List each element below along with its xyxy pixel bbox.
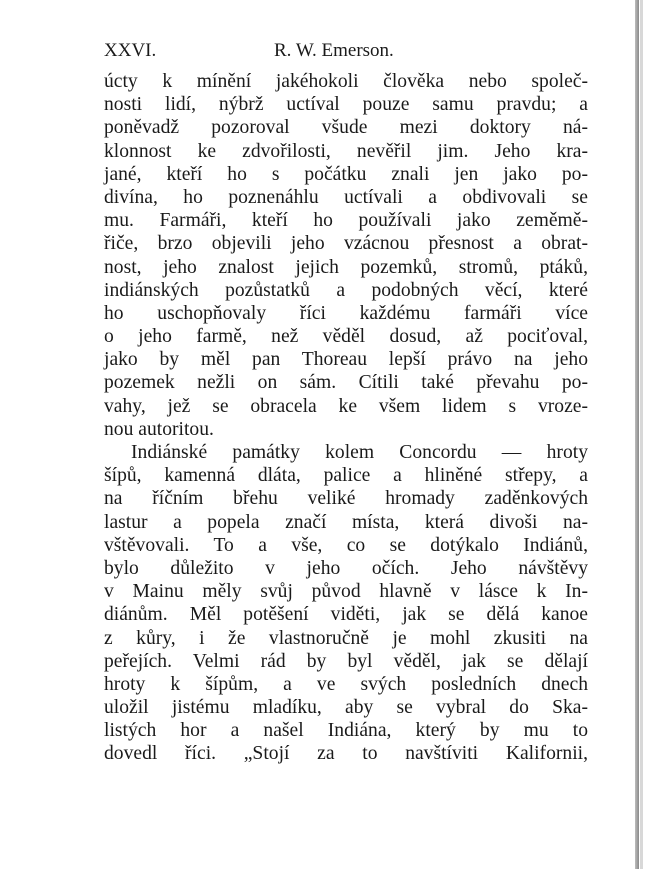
text-line: ho uschopňovaly říci každému farmáři více <box>104 302 588 324</box>
body-text <box>104 70 588 766</box>
text-line: na říčním břehu veliké hromady zaděnkových <box>104 488 588 510</box>
text-line: uložil jistému mladíku, aby se vybral do Ska- <box>104 697 588 719</box>
text-line: pozemek nežli on sám. Cítili také převahu po- <box>104 372 588 394</box>
text-line: v Mainu měly svůj původ hlavně v lásce k In- <box>104 581 588 603</box>
running-header <box>104 36 588 66</box>
text-line: nosti lidí, nýbrž uctíval pouze samu pravdu; a <box>104 94 588 116</box>
text-line: hroty k šípům, a ve svých posledních dnech <box>104 673 588 695</box>
text-line: nost, jeho znalost jejich pozemků, stromů, ptáků, <box>104 256 588 278</box>
page-edge-shade <box>640 0 643 869</box>
text-line: o jeho farmě, než věděl dosud, až pociťoval, <box>104 326 588 348</box>
text-line: z kůry, i že vlastnoručně je mohl zkusiti na <box>104 627 588 649</box>
text-line: klonnost ke zdvořilosti, nevěřil jim. Jeho kra- <box>104 140 588 162</box>
text-line: divína, ho poznenáhlu uctívali a obdivovali se <box>104 186 588 208</box>
running-title: R. W. Emerson. <box>274 40 394 61</box>
text-line: vštěvovali. To a vše, co se dotýkalo Indiánů, <box>104 534 588 556</box>
text-line: poněvadž pozoroval všude mezi doktory ná- <box>104 117 588 139</box>
paragraph-first-line: Indiánské památky kolem Concordu — hroty <box>131 442 588 463</box>
text-line: řiče, brzo objevili jeho vzácnou přesnost a obrat- <box>104 233 588 255</box>
text-line: vahy, jež se obracela ke všem lidem s vroze- <box>104 395 588 417</box>
text-line: jané, kteří ho s počátku znali jen jako po- <box>104 163 588 185</box>
text-line: mu. Farmáři, kteří ho používali jako zeměmě- <box>104 210 588 232</box>
text-line: lastur a popela značí místa, která divoši na- <box>104 511 588 533</box>
page-edge-shadow <box>635 0 639 869</box>
paragraph-last-line: nou autoritou. <box>104 418 214 440</box>
text-line: indiánských pozůstatků a podobných věcí, které <box>104 279 588 301</box>
text-line: listých hor a našel Indiána, který by mu to <box>104 720 588 742</box>
text-line: šípů, kamenná dláta, palice a hliněné střepy, a <box>104 465 588 487</box>
page-number: XXVI. <box>104 40 157 61</box>
text-line: úcty k mínění jakéhokoli člověka nebo společ- <box>104 71 588 92</box>
text-line: diánům. Měl potěšení viděti, jak se dělá kanoe <box>104 604 588 626</box>
text-line: bylo důležito v jeho očích. Jeho návštěvy <box>104 557 588 579</box>
text-line: peřejích. Velmi rád by byl věděl, jak se dělají <box>104 650 588 672</box>
text-line: jako by měl pan Thoreau lepší právo na jeho <box>104 349 588 371</box>
text-line: dovedl říci. „Stojí za to navštíviti Kalifornii, <box>104 743 588 765</box>
